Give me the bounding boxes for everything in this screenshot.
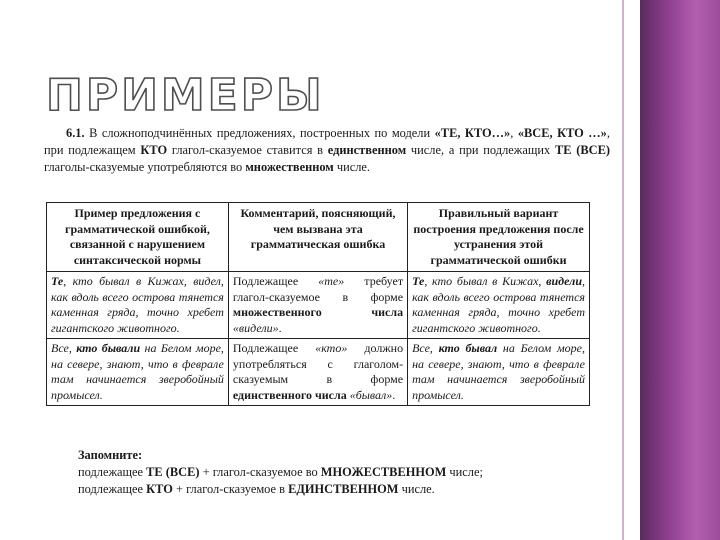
remember-text: подлежащее [78, 465, 147, 479]
remember-text: подлежащее [78, 482, 147, 496]
comment-subject: «те» [318, 274, 345, 288]
correct-cell [408, 272, 590, 339]
remember-heading-text: Запомните: [78, 448, 143, 462]
intro-model-1: «ТЕ, КТО…» [434, 126, 511, 140]
slide-title: ПРИМЕРЫ [46, 70, 325, 121]
comment-cell [228, 272, 407, 339]
example-cell [47, 339, 229, 406]
remember-line-plural [78, 464, 598, 481]
comment-text: . [278, 320, 282, 335]
intro-kto: КТО [140, 143, 168, 157]
comment-verb: «бывал» [349, 387, 393, 402]
correct-verb: видели [546, 274, 582, 288]
intro-text: В сложноподчинённых предложениях, построенных по модели [84, 126, 435, 140]
correct-text: на Белом море, на севере, знают, что в феврале там начинается зверобойный промысел. [412, 341, 585, 402]
correct-text: , кто бывал в Кижах, [424, 274, 547, 288]
table-row [47, 339, 590, 406]
example-text: на Белом море, на севере, знают, что в феврале там начинается зверобойный промысел. [51, 341, 224, 402]
remember-text: числе; [446, 465, 483, 479]
remember-block [78, 447, 598, 498]
examples-table [46, 202, 590, 406]
correct-cell [408, 339, 590, 406]
intro-plural: множественном [245, 160, 334, 174]
intro-singular: единственном [327, 143, 407, 157]
intro-model-2: «ВСЕ, КТО …» [517, 126, 607, 140]
comment-text: Подлежащее [232, 274, 319, 288]
comment-text: Подлежащее [232, 341, 316, 355]
intro-text: , [510, 126, 518, 140]
example-subject: кто бывали [76, 341, 141, 355]
example-text: , кто бывал в Кижах, видел, как вдоль всего острова тянется каменная гряда, точно хребет гигантского животного. [51, 274, 224, 335]
remember-number: ЕДИНСТВЕННОМ [288, 482, 399, 496]
rule-number: 6.1. [66, 126, 85, 140]
remember-number: МНОЖЕСТВЕННОМ [320, 465, 447, 479]
example-subject: Те [51, 274, 64, 288]
comment-text: должно употребляться с глаголом-сказуемым в форме [232, 341, 404, 386]
correct-subject: кто бывал [438, 341, 498, 355]
intro-text: глаголы-сказуемые употребляются во [44, 160, 246, 174]
comment-cell [228, 339, 407, 406]
remember-text: числе. [398, 482, 435, 496]
remember-text: + глагол-сказуемое во [199, 465, 321, 479]
side-divider-line [622, 0, 624, 540]
intro-text: числе, а при подлежащих [406, 143, 555, 157]
header-correct: Правильный вариант построения предложения после устранения этой грамматической ошибки [408, 203, 590, 272]
intro-text: , при подлежащем [44, 126, 610, 157]
remember-text: + глагол-сказуемое в [172, 482, 289, 496]
example-text: Все, [51, 341, 77, 355]
correct-subject: Те [412, 274, 425, 288]
intro-te-vse: ТЕ (ВСЕ) [554, 143, 610, 157]
intro-text: числе. [333, 160, 371, 174]
intro-text: глагол-сказуемое ставится в [167, 143, 328, 157]
table-row [47, 272, 590, 339]
intro-paragraph [44, 125, 610, 176]
table-header-row [47, 203, 590, 272]
remember-subject: КТО [146, 482, 173, 496]
comment-verb: «видели» [232, 320, 279, 335]
remember-subject: ТЕ (ВСЕ) [146, 465, 200, 479]
header-example: Пример предложения с грамматической ошибкой, связанной с нарушением синтаксической нормы [47, 203, 229, 272]
remember-heading [78, 447, 598, 464]
comment-number: множественного числа [232, 305, 404, 319]
correct-text: Все, [412, 341, 439, 355]
side-decor-band [640, 0, 720, 540]
header-comment: Комментарий, поясняющий, чем вызвана эта грамматическая ошибка [228, 203, 407, 272]
example-cell [47, 272, 229, 339]
comment-text: требует глагол-сказуемое в форме [232, 274, 404, 304]
correct-text: , как вдоль всего острова тянется каменная гряда, точно хребет гигантского животного. [412, 274, 585, 335]
comment-subject: «кто» [315, 341, 348, 355]
comment-number: единственного числа [232, 387, 347, 402]
comment-text: . [392, 387, 396, 402]
remember-line-singular [78, 481, 598, 498]
